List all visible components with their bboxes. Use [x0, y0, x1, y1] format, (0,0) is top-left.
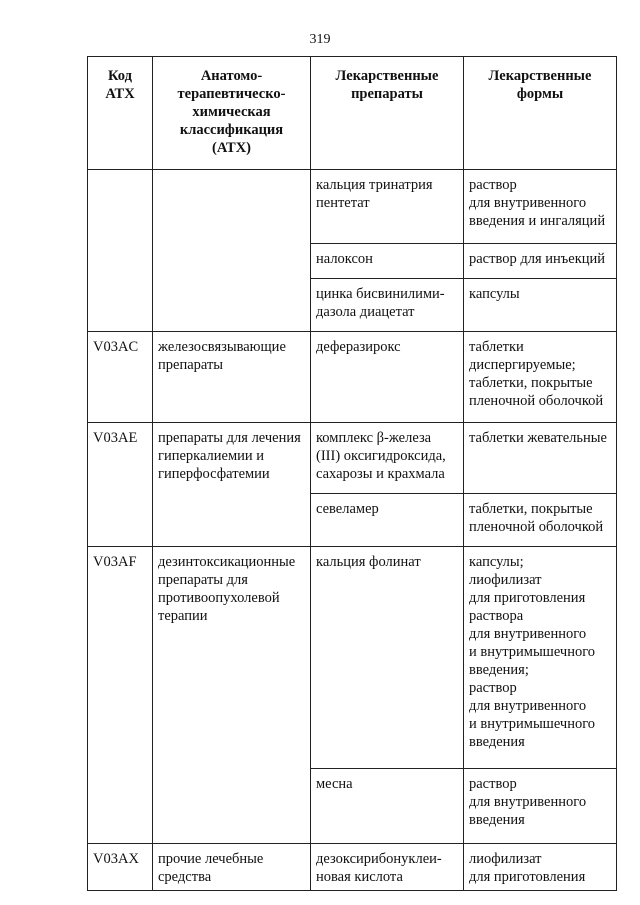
form-cell: таблетки жевательные: [464, 423, 617, 494]
drug-cell: комплекс β-железа (III) оксигидроксида, сахарозы и крахмала: [311, 423, 464, 494]
form-cell: раствор для внутривенного введения и ингаляций: [464, 170, 617, 244]
table-row: [88, 170, 617, 244]
atx-code-cell: [88, 170, 153, 332]
drug-cell: кальция тринатрия пентетат: [311, 170, 464, 244]
form-cell: раствор для инъекций: [464, 244, 617, 279]
form-cell: раствор для внутривенного введения: [464, 769, 617, 844]
header-dosage-forms: Лекарственные формы: [464, 57, 617, 170]
atx-code-cell: V03AC: [88, 332, 153, 423]
atx-code-cell: V03AF: [88, 547, 153, 844]
table-row: [88, 844, 617, 891]
drug-cell: дезоксирибонуклеи- новая кислота: [311, 844, 464, 891]
atx-class-cell: прочие лечебные средства: [153, 844, 311, 891]
atx-class-cell: дезинтоксикационные препараты для противоопухолевой терапии: [153, 547, 311, 844]
atx-class-cell: железосвязывающие препараты: [153, 332, 311, 423]
table-row: [88, 547, 617, 769]
header-atx-code: Код АТХ: [88, 57, 153, 170]
table-header-row: [88, 57, 617, 170]
drug-cell: месна: [311, 769, 464, 844]
atx-class-cell: [153, 170, 311, 332]
atx-table: [87, 56, 617, 891]
drug-cell: кальция фолинат: [311, 547, 464, 769]
page-number: 319: [309, 32, 331, 47]
header-atx-classification: Анатомо- терапевтическо- химическая классификация (АТХ): [153, 57, 311, 170]
header-drugs: Лекарственные препараты: [311, 57, 464, 170]
drug-cell: деферазирокс: [311, 332, 464, 423]
atx-code-cell: V03AX: [88, 844, 153, 891]
table-row: [88, 332, 617, 423]
drug-cell: севеламер: [311, 494, 464, 547]
atx-class-cell: препараты для лечения гиперкалиемии и гиперфосфатемии: [153, 423, 311, 547]
form-cell: лиофилизат для приготовления: [464, 844, 617, 891]
form-cell: капсулы: [464, 279, 617, 332]
form-cell: капсулы; лиофилизат для приготовления раствора для внутривенного и внутримышечного введения; раствор для внутривенного и внутримышечного введения: [464, 547, 617, 769]
form-cell: таблетки диспергируемые; таблетки, покрытые пленочной оболочкой: [464, 332, 617, 423]
table-row: [88, 423, 617, 494]
atx-code-cell: V03AE: [88, 423, 153, 547]
drug-cell: цинка бисвинилими- дазола диацетат: [311, 279, 464, 332]
form-cell: таблетки, покрытые пленочной оболочкой: [464, 494, 617, 547]
drug-cell: налоксон: [311, 244, 464, 279]
